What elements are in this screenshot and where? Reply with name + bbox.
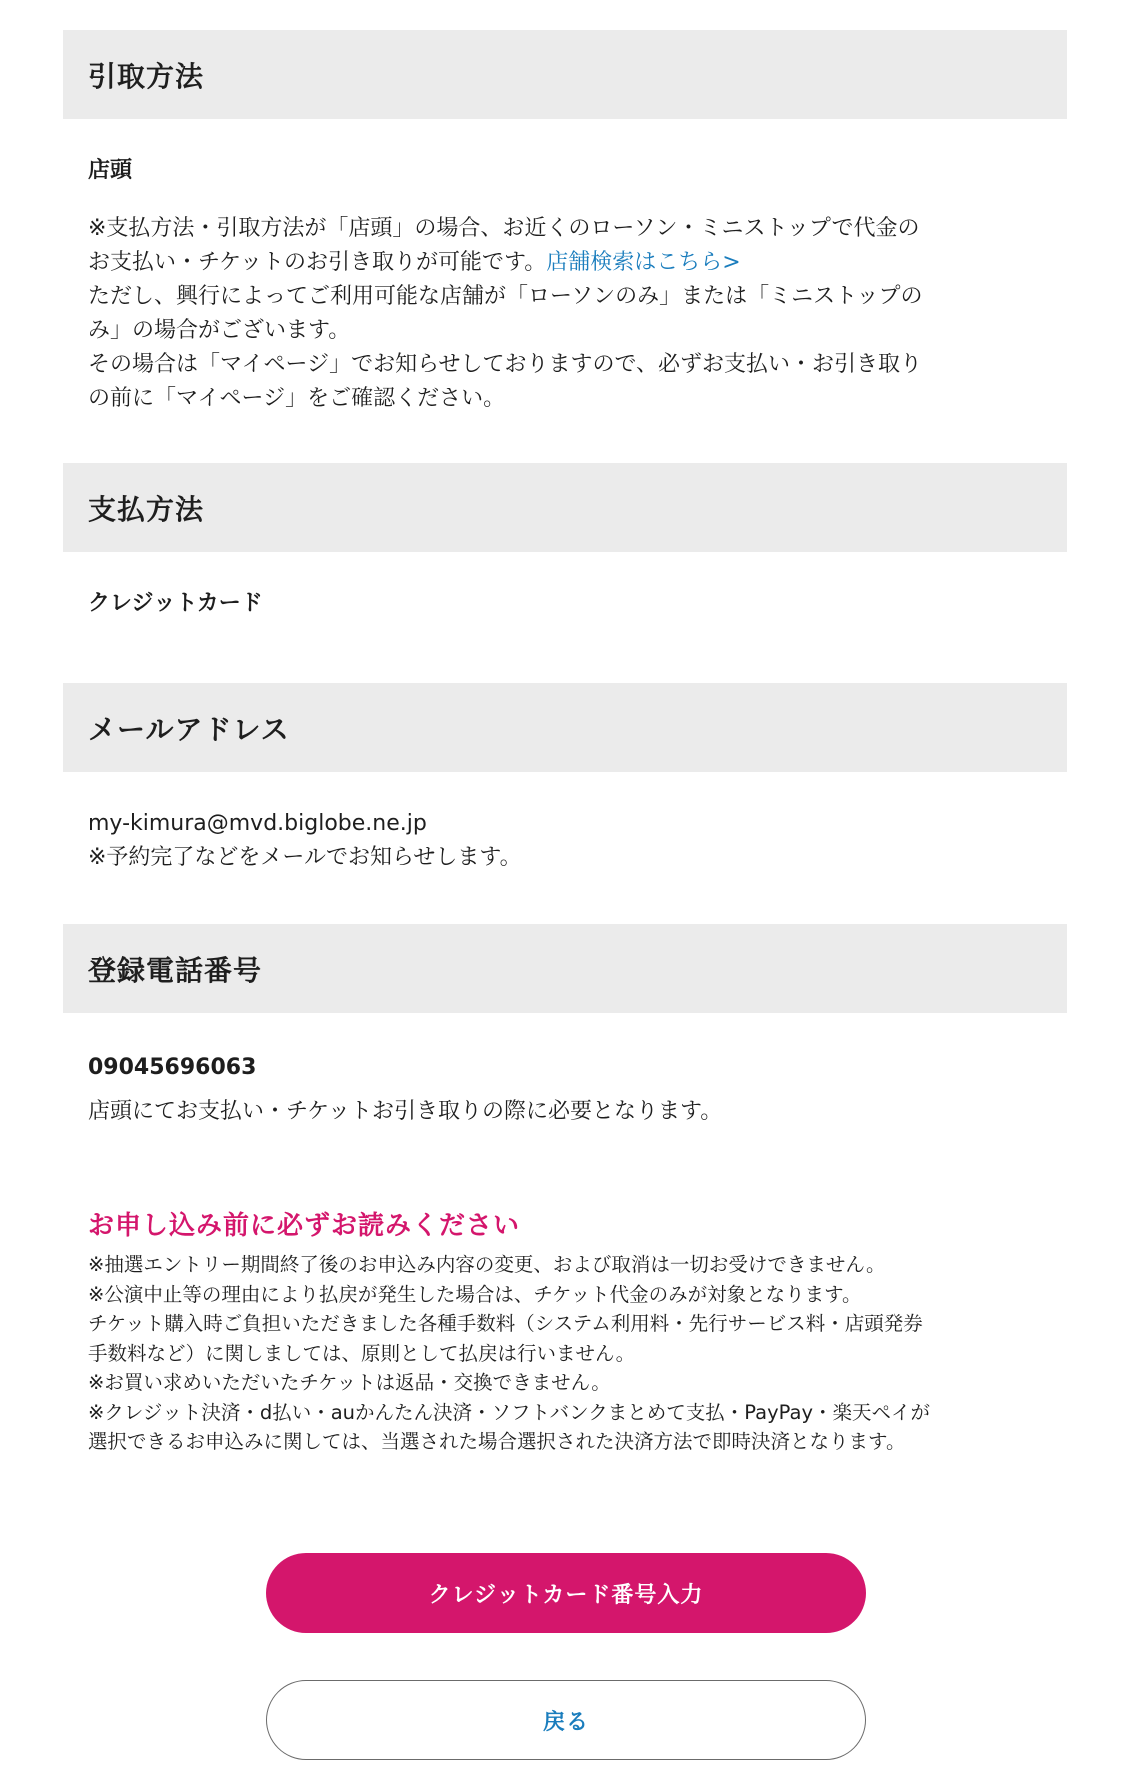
- notice-line: ※クレジット決済・d払い・auかんたん決済・ソフトバンクまとめて支払・PayPay・楽天ペイが: [88, 1400, 931, 1424]
- notice-title: お申し込み前に必ずお読みください: [88, 1211, 521, 1241]
- notice-line: チケット購入時ご負担いただきました各種手数料（システム利用料・先行サービス料・店頭発券: [88, 1312, 923, 1335]
- pickup-method-note: [88, 212, 1048, 416]
- notice-line: ※お買い求めいただいたチケットは返品・交換できません。: [88, 1371, 611, 1394]
- pickup-method-heading: 引取方法: [63, 30, 1067, 119]
- notice-line: 選択できるお申込みに関しては、当選された場合選択された決済方法で即時決済となります。: [88, 1430, 906, 1453]
- pickup-method-value: 店頭: [88, 158, 133, 183]
- email-heading: メールアドレス: [63, 683, 1067, 772]
- payment-method-heading: 支払方法: [63, 463, 1067, 552]
- phone-value: 09045696063: [88, 1055, 257, 1080]
- payment-method-value: クレジットカード: [88, 591, 263, 616]
- pickup-note-line: の前に「マイページ」をご確認ください。: [88, 386, 506, 411]
- pickup-note-line: [88, 246, 1048, 280]
- email-note: ※予約完了などをメールでお知らせします。: [88, 845, 522, 870]
- credit-card-input-button[interactable]: クレジットカード番号入力: [266, 1553, 866, 1633]
- email-value: my-kimura@mvd.biglobe.ne.jp: [88, 811, 427, 836]
- email-block: [88, 807, 1048, 875]
- pickup-note-line: その場合は「マイページ」でお知らせしておりますので、必ずお支払い・お引き取り: [88, 352, 923, 377]
- phone-heading: 登録電話番号: [63, 924, 1067, 1013]
- phone-note: 店頭にてお支払い・チケットお引き取りの際に必要となります。: [88, 1099, 723, 1124]
- notice-line: ※公演中止等の理由により払戻が発生した場合は、チケット代金のみが対象となります。: [88, 1282, 862, 1306]
- store-search-link[interactable]: 店舗検索はこちら>: [546, 250, 741, 275]
- pickup-note-line: ※支払方法・引取方法が「店頭」の場合、お近くのローソン・ミニストップで代金の: [88, 216, 920, 241]
- notice-line: 手数料など）に関しましては、原則として払戻は行いません。: [88, 1341, 636, 1365]
- pickup-note-line: ただし、興行によってご利用可能な店舗が「ローソンのみ」または「ミニストップの: [88, 284, 923, 309]
- pickup-note-line-text: お支払い・チケットのお引き取りが可能です。: [88, 250, 547, 275]
- notice-body: [88, 1250, 1048, 1457]
- back-button[interactable]: 戻る: [266, 1680, 866, 1760]
- pickup-note-line: み」の場合がございます。: [88, 318, 351, 343]
- notice-line: ※抽選エントリー期間終了後のお申込み内容の変更、および取消は一切お受けできません。: [88, 1253, 886, 1276]
